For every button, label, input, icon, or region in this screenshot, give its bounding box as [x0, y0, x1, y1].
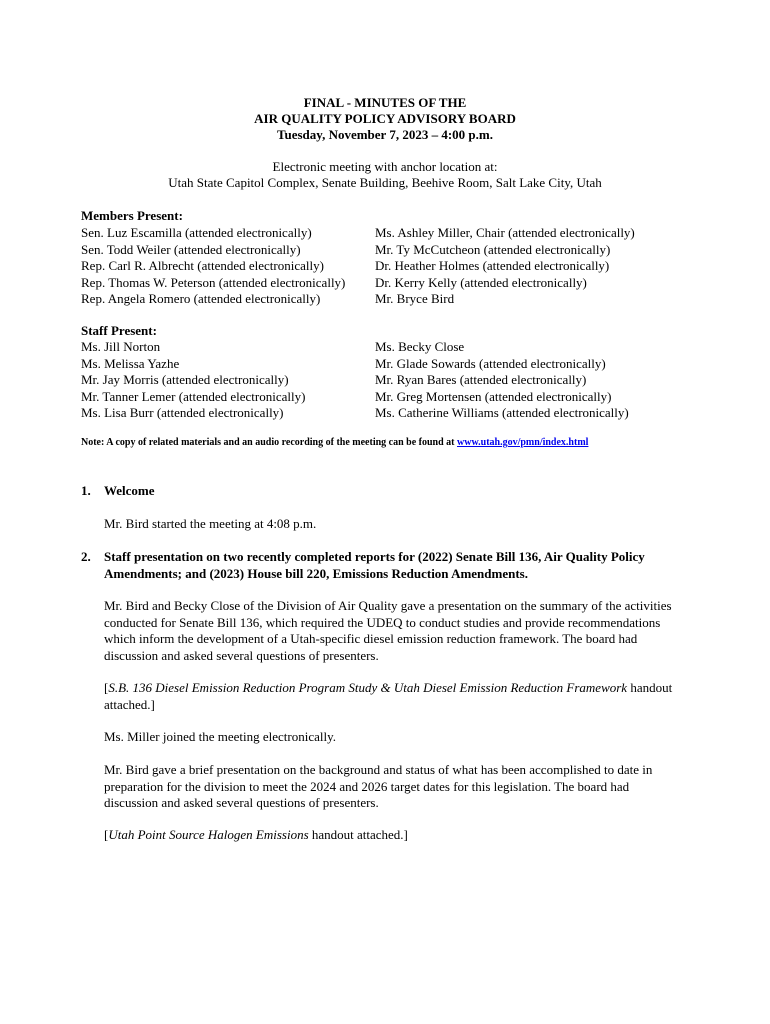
- staff-name: Ms. Becky Close: [375, 339, 465, 354]
- location-line-2: Utah State Capitol Complex, Senate Building, Beehive Room, Salt Lake City, Utah: [168, 175, 602, 190]
- staff-right-column: [375, 339, 629, 422]
- member-name: Rep. Carl R. Albrecht (attended electronically): [81, 258, 324, 273]
- item-title: Staff presentation on two recently completed reports for (2022) Senate Bill 136, Air Quality Policy Amendments; and (2023) House bill 220, Emissions Reduction Amendments.: [104, 549, 645, 581]
- handout-title: S.B. 136 Diesel Emission Reduction Program Study & Utah Diesel Emission Reduction Framework: [108, 680, 628, 695]
- members-right-column: [375, 225, 635, 308]
- staff-name: Mr. Greg Mortensen (attended electronically): [375, 388, 612, 404]
- member-name: Ms. Ashley Miller, Chair (attended electronically): [375, 225, 635, 240]
- member-name: Sen. Luz Escamilla (attended electronically): [81, 225, 312, 240]
- pmn-link[interactable]: www.utah.gov/pmn/index.html: [457, 437, 589, 448]
- staff-present-heading: Staff Present:: [81, 323, 157, 338]
- item-2-paragraph-1: Mr. Bird and Becky Close of the Division of Air Quality gave a presentation on the summary of the activities conducted for Senate Bill 136, which required the UDEQ to conduct studies and provide recommendations which inform the development of a Utah-specific diesel emission reduction framework. The board had discussion and asked several questions of presenters.: [104, 598, 672, 663]
- member-name: Rep. Thomas W. Peterson (attended electronically): [81, 274, 346, 290]
- member-name: Mr. Ty McCutcheon (attended electronically): [375, 241, 611, 257]
- item-2-handout-1: [104, 680, 684, 713]
- member-name: Dr. Heather Holmes (attended electronically): [375, 258, 610, 273]
- staff-left-column: [81, 339, 305, 422]
- staff-name: Ms. Jill Norton: [81, 339, 161, 354]
- bracket: [: [104, 827, 109, 842]
- member-name: Dr. Kerry Kelly (attended electronically): [375, 274, 587, 290]
- staff-name: Ms. Lisa Burr (attended electronically): [81, 405, 284, 420]
- note-text: Note: A copy of related materials and an audio recording of the meeting can be found at: [81, 437, 458, 448]
- item-number: 1.: [81, 483, 91, 498]
- document-title: [0, 95, 770, 143]
- item-title: Welcome: [104, 483, 155, 498]
- member-name: Sen. Todd Weiler (attended electronically): [81, 241, 301, 257]
- handout-suffix: handout attached.]: [308, 827, 408, 842]
- member-name: Rep. Angela Romero (attended electronically): [81, 291, 321, 306]
- item-2-paragraph-4: Mr. Bird gave a brief presentation on the background and status of what has been accomplished to date in preparation for the division to meet the 2024 and 2026 target dates for this legislation. The board had discussion and asked several questions of presenters.: [104, 762, 653, 810]
- meeting-date: Tuesday, November 7, 2023 – 4:00 p.m.: [277, 127, 493, 142]
- staff-name: Ms. Catherine Williams (attended electronically): [375, 405, 629, 420]
- handout-suffix: handout attached.]: [104, 680, 673, 712]
- location-line-1: Electronic meeting with anchor location at:: [272, 159, 498, 174]
- members-left-column: [81, 225, 345, 308]
- staff-name: Mr. Jay Morris (attended electronically): [81, 372, 289, 387]
- handout-title: Utah Point Source Halogen Emissions: [108, 827, 309, 842]
- meeting-location: [0, 159, 770, 191]
- item-1-paragraph: Mr. Bird started the meeting at 4:08 p.m.: [104, 516, 317, 531]
- members-present-heading: Members Present:: [81, 208, 183, 223]
- staff-name: Ms. Melissa Yazhe: [81, 355, 180, 371]
- staff-name: Mr. Ryan Bares (attended electronically): [375, 372, 587, 387]
- title-line-2: AIR QUALITY POLICY ADVISORY BOARD: [254, 111, 516, 126]
- item-2-handout-2: [104, 827, 684, 844]
- staff-name: Mr. Glade Sowards (attended electronically): [375, 355, 606, 371]
- item-number: 2.: [81, 549, 91, 564]
- staff-name: Mr. Tanner Lemer (attended electronically): [81, 388, 306, 404]
- item-2-paragraph-3: Ms. Miller joined the meeting electronically.: [104, 729, 337, 744]
- bracket: [: [104, 680, 109, 695]
- title-line-1: FINAL - MINUTES OF THE: [303, 95, 467, 110]
- materials-note: [81, 436, 588, 449]
- member-name: Mr. Bryce Bird: [375, 291, 455, 306]
